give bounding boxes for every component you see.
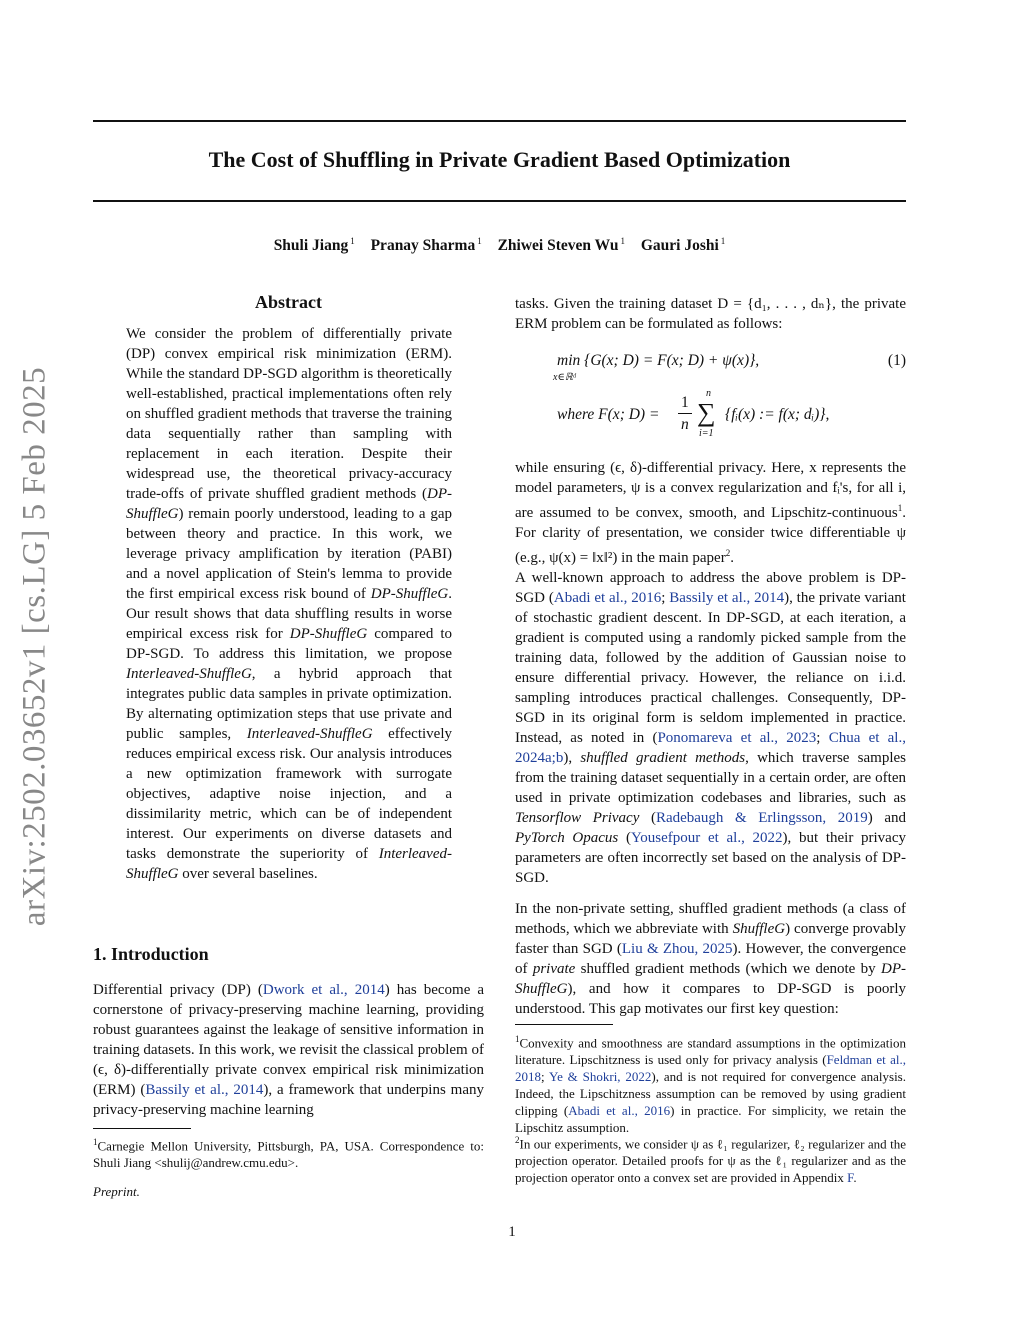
author-list (93, 236, 906, 255)
abstract-heading: Abstract (255, 292, 322, 312)
right-paragraph-2: while ensuring (ϵ, δ)-differential privacy. Here, x represents the model parameters, ψ is a convex regularization and fᵢ's, for all i, are assumed to be convex, smooth, and Lipschitz-continuous$^1$. For clarity of presentation, we consider twice differentiable ψ (e.g., ψ(x) = ‖x‖²) in the main paper$^2$. (515, 460, 906, 566)
footnote-1: $^1$Convexity and smoothness are standard assumptions in the optimization literature. Lipschitzness is used only for privacy analysis (Feldman et al., 2018; Ye & Shokri, 2022), and is not required for convergence analysis. Indeed, the Lipschitzness assumption can be removed by using gradient clipping (Abadi et al., 2016) in practice. For simplicity, we retain the Lipschitz assumption. (515, 1034, 906, 1136)
page-number: 1 (508, 1224, 516, 1240)
citation-link[interactable]: Bassily et al., 2014 (669, 590, 785, 606)
footnote-2: $^2$In our experiments, we consider ψ as ℓ₁ regularizer, ℓ₂ regularizer and the projection operator. Detailed proofs for ψ as the ℓ₁ regularizer and as the projection operator onto a convex set are provided in Appendix F. (515, 1135, 906, 1186)
citation-link[interactable]: Liu & Zhou, 2025 (621, 941, 733, 957)
author: Gauri Joshi $^1$ (640, 236, 726, 255)
title-bottom-rule (93, 200, 906, 202)
right-paragraph-4: In the non-private setting, shuffled gradient methods (a class of methods, which we abbreviate with ShuffleG) converge provably faster than SGD (Liu & Zhou, 2025). However, the convergence of private shuffled gradient methods (which we denote by DP-ShuffleG), and how it compares to DP-SGD is poorly understood. This gap motivates our first key question: (515, 901, 907, 1017)
top-rule (93, 120, 906, 122)
citation-link[interactable]: Bassily et al., 2014 (145, 1082, 264, 1098)
appendix-link[interactable]: F (847, 1170, 854, 1186)
author: Pranay Sharma $^1$ (370, 236, 482, 255)
arxiv-side-label: arXiv:2502.03652v1 [cs.LG] 5 Feb 2025 (16, 366, 53, 927)
equation-1: min {G(x; D) = F(x; D) + ψ(x)}, x∈ℝᵈ (1) (553, 352, 906, 383)
right-paragraph-1: tasks. Given the training dataset D = {d₁, . . . , dₙ}, the private ERM problem can be formulated as follows: (515, 296, 906, 332)
citation-link[interactable]: Ponomareva et al., 2023 (657, 730, 817, 746)
equation-number: (1) (887, 352, 906, 369)
right-paragraph-3: A well-known approach to address the above problem is DP-SGD (Abadi et al., 2016; Bassily et al., 2014), the private variant of stochastic gradient descent. In DP-SGD, at each iteration, a gradient is computed using a randomly picked sample from the training data, followed by the addition of Gaussian noise to ensure differential privacy. However, the reliance on i.i.d. sampling introduces practical challenges. Consequently, DP-SGD in its original form is seldom implemented in practice. Instead, as noted in (Ponomareva et al., 2023; Chua et al., 2024a;b), shuffled gradient methods, which traverse samples from the training dataset sequentially in a certain order, are often used in private optimization codebases and libraries, such as Tensorflow Privacy (Radebaugh & Erlingsson, 2019) and PyTorch Opacus (Yousefpour et al., 2022), but their privacy parameters are often incorrectly set based on the analysis of DP-SGD. (515, 570, 907, 886)
citation-link[interactable]: Abadi et al., 2016 (568, 1103, 671, 1119)
footnote-rule (515, 1024, 613, 1025)
citation-link[interactable]: Radebaugh & Erlingsson, 2019 (655, 810, 868, 826)
citation-link[interactable]: Yousefpour et al., 2022 (630, 830, 783, 846)
citation-link[interactable]: Chua et al., 2024a;b (515, 730, 906, 766)
paper-title: The Cost of Shuffling in Private Gradient Based Optimization (208, 147, 791, 172)
introduction-paragraph: Differential privacy (DP) (Dwork et al., 2014) has become a cornerstone of privacy-preserving machine learning, providing robust guarantees against the leakage of sensitive information in training datasets. In this work, we revisit the classical problem of (ϵ, δ)-differentially private convex empirical risk minimization (ERM) (Bassily et al., 2014), a framework that underpins many privacy-preserving machine learning (93, 982, 485, 1118)
author: Zhiwei Steven Wu $^1$ (497, 236, 625, 255)
section-heading-introduction: 1. Introduction (93, 944, 209, 964)
author: Shuli Jiang $^1$ (273, 236, 355, 255)
preprint-label: Preprint. (93, 1184, 140, 1199)
abstract-body: We consider the problem of differentially private (DP) convex empirical risk minimization (ERM). While the standard DP-SGD algorithm is theoretically well-established, practical implementations often rely on shuffled gradient methods that traverse the training data sequentially rather than sampling with replacement in each iteration. Despite their widespread use, the theoretical privacy-accuracy trade-offs of private shuffled gradient methods (DP-ShuffleG) remain poorly understood, leading to a gap between theory and practice. In this work, we leverage privacy amplification by iteration (PABI) and a novel application of Stein's lemma to provide the first empirical excess risk bound of DP-ShuffleG. Our result shows that data shuffling results in worse empirical excess risk for DP-ShuffleG compared to DP-SGD. To address this limitation, we propose Interleaved-ShuffleG, a hybrid approach that integrates public data samples in private optimization. By alternating optimization steps that use private and public samples, Interleaved-ShuffleG effectively reduces empirical excess risk. Our analysis introduces a new optimization framework with surrogate objectives, adaptive noise injection, and a dissimilarity metric, which can be of independent interest. Our experiments on diverse datasets and tasks demonstrate the superiority of Interleaved-ShuffleG over several baselines. (126, 326, 452, 882)
footnote-affiliation: $^1$Carnegie Mellon University, Pittsburgh, PA, USA. Correspondence to: Shuli Jiang <shulij@andrew.cmu.edu>. (93, 1137, 484, 1171)
citation-link[interactable]: Dwork et al., 2014 (262, 982, 385, 998)
equation-1-where: where F(x; D) = 1 n n ∑ i=1 {fᵢ(x) := f(x; dᵢ)}, (557, 388, 830, 439)
footnote-rule (93, 1128, 191, 1129)
citation-link[interactable]: Feldman et al., 2018 (515, 1052, 906, 1085)
citation-link[interactable]: Abadi et al., 2016 (553, 590, 662, 606)
citation-link[interactable]: Ye & Shokri, 2022 (548, 1069, 652, 1085)
